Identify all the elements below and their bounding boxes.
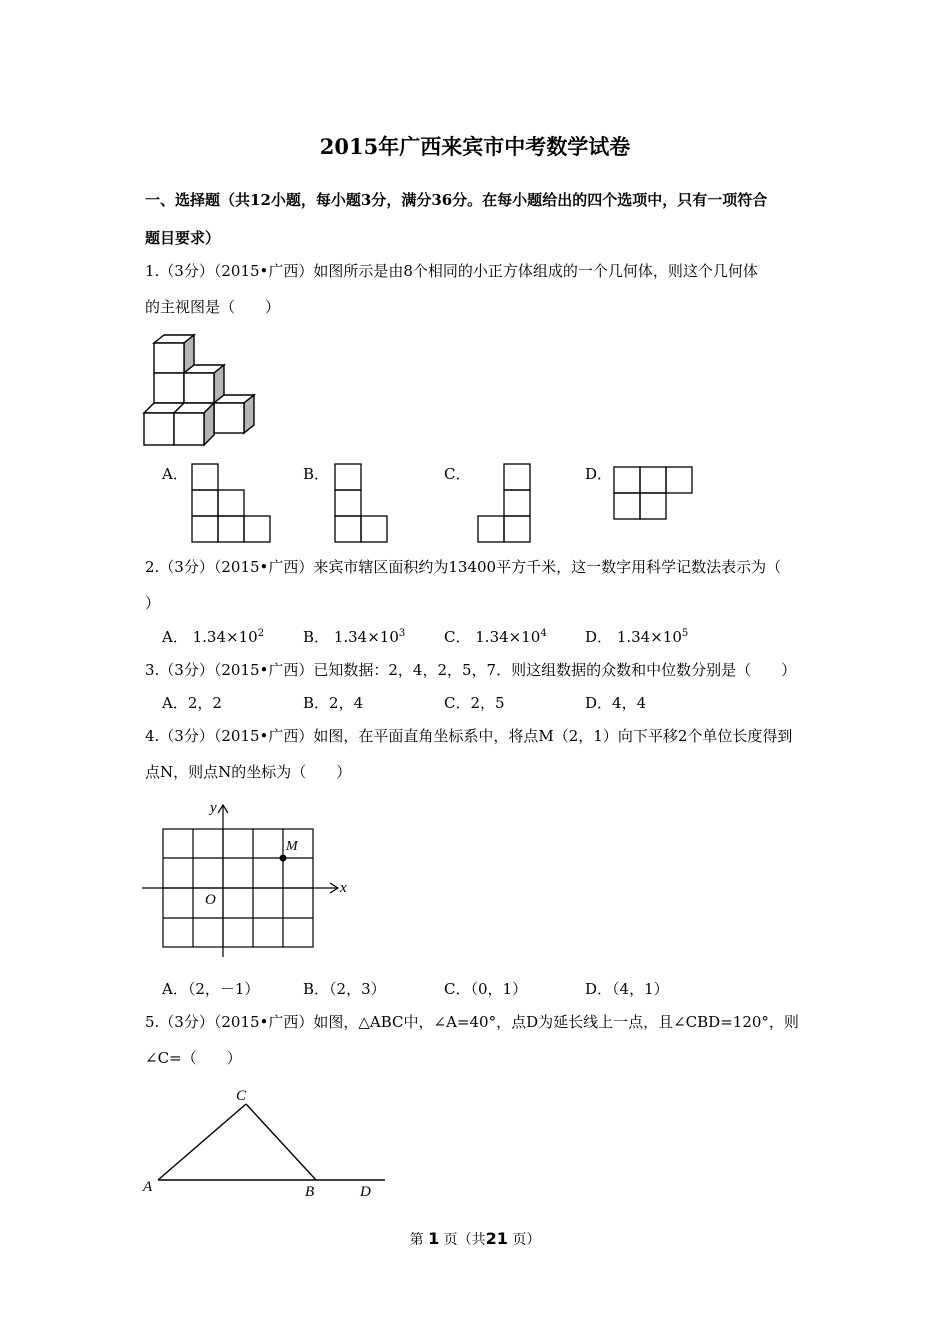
q2-option-c[interactable]: C． $1.34\times 10^4$ [444,628,547,646]
q1-option-b-figure [334,463,390,545]
q2-option-a[interactable]: A． $1.34\times 10^2$ [162,628,265,646]
q5-triangle-figure [140,1083,390,1203]
q4-option-c[interactable]: C．（0，1） [444,980,528,998]
vertex-a-label: A [143,1179,153,1195]
q3-option-d[interactable]: D．4，4 [585,694,647,712]
q5-stem-line1: 5.（3分）（2015•广西）如图，△ABC中，∠A=40°，点D为延长线上一点，且∠CBD=120°，则 [145,1013,799,1031]
q1-cube-figure [140,334,260,449]
q3-option-a[interactable]: A．2，2 [162,694,222,712]
q4-option-d[interactable]: D．（4，1） [585,980,669,998]
q5-stem-line2: ∠C=（ ） [145,1049,242,1067]
x-axis-label: x [340,880,347,896]
section-heading-line1: 一、选择题（共12小题，每小题3分，满分36分。在每小题给出的四个选项中，只有一项符合 [145,191,768,209]
page-title: 2015年广西来宾市中考数学试卷 [319,134,631,159]
q4-stem-line2: 点N，则点N的坐标为（ ） [145,763,352,781]
q3-option-c[interactable]: C．2，5 [444,694,505,712]
page-footer: 第 1 页（共21 页） [409,1229,541,1248]
q2-stem-line2: ） [145,594,161,612]
vertex-b-label: B [305,1184,315,1200]
q1-stem-line1: 1.（3分）（2015•广西）如图所示是由8个相同的小正方体组成的一个几何体，则这个几何体 [145,262,758,280]
q1-option-c[interactable]: C． [444,465,471,483]
q4-stem-line1: 4.（3分）（2015•广西）如图，在平面直角坐标系中，将点M（2，1）向下平移2个单位长度得到 [145,727,793,745]
vertex-c-label: C [236,1088,247,1104]
q2-stem-line1: 2.（3分）（2015•广西）来宾市辖区面积约为13400平方千米，这一数字用科学记数法表示为（ [145,558,782,576]
q3-stem: 3.（3分）（2015•广西）已知数据：2，4，2，5，7．则这组数据的众数和中位数分别是（ ） [145,661,797,679]
q1-option-a[interactable]: A． [162,465,188,483]
q1-option-a-figure [191,463,273,545]
q3-option-b[interactable]: B．2，4 [303,694,364,712]
y-axis-label: y [210,800,217,816]
q1-option-b[interactable]: B． [303,465,330,483]
q2-option-d[interactable]: D． $1.34\times 10^5$ [585,628,689,646]
point-m [280,855,287,862]
q4-coordinate-grid-figure [142,797,352,957]
q2-option-b[interactable]: B． $1.34\times 10^3$ [303,628,406,646]
q1-option-d[interactable]: D． [585,465,613,483]
q1-stem-line2: 的主视图是（ ） [145,298,281,316]
point-m-label: M [286,839,298,854]
q1-option-d-figure [613,466,695,522]
q4-option-b[interactable]: B．（2，3） [303,980,386,998]
q1-option-c-figure [477,463,533,545]
q4-option-a[interactable]: A．（2，－1） [162,980,260,998]
point-d-label: D [360,1184,371,1200]
section-heading-line2: 题目要求） [145,229,221,247]
origin-label: O [205,892,216,908]
